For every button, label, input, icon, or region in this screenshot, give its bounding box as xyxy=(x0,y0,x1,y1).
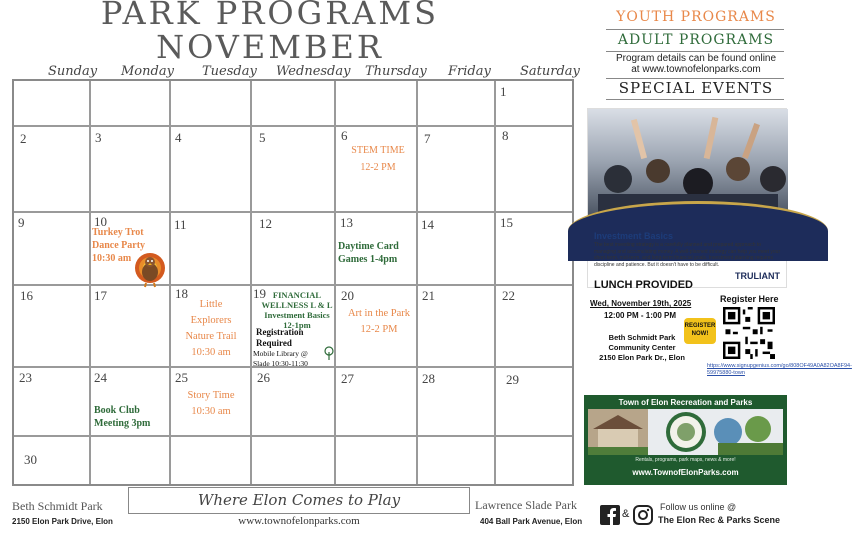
day-number: 29 xyxy=(506,372,519,387)
day-number: 2 xyxy=(20,131,27,146)
rec-banner-subtitle: Rentals, programs, park maps, news & more! xyxy=(635,457,736,463)
event-turkey-trot: Turkey Trot Dance Party 10:30 am xyxy=(92,227,146,264)
divider xyxy=(606,51,784,52)
weekday-sunday: Sunday xyxy=(48,64,98,79)
truliant-logo: TRULIANT xyxy=(735,271,780,281)
facebook-icon[interactable] xyxy=(600,505,620,525)
event-little-explorers: Little Explorers Nature Trail 10:30 am xyxy=(185,299,237,358)
day-number: 7 xyxy=(424,131,431,146)
register-now-button[interactable]: REGISTER NOW! xyxy=(684,318,716,344)
day-number: 19 xyxy=(253,286,266,301)
event-financial-wellness: FINANCIAL WELLNESS L & L Investment Basics 12-1pm xyxy=(261,290,333,330)
weekday-friday: Friday xyxy=(448,64,491,79)
park-address-lawrence-slade: 404 Ball Park Avenue, Elon xyxy=(480,517,583,526)
special-events-heading: SPECIAL EVENTS xyxy=(618,79,774,97)
event-mobile-library: Mobile Library @ Slade 10:30-11:30 xyxy=(253,349,308,368)
day-number: 23 xyxy=(19,370,32,385)
day-number: 3 xyxy=(95,130,102,145)
investment-basics-flyer xyxy=(587,108,787,288)
event-daytime-card-games: Daytime Card Games 1-4pm xyxy=(338,241,399,265)
flyer-description: The best investing strategy is a carefully planned and prepared approach to managing and accumulating money. A well-planned strategy can help you meet your short-term, mid-term, and long-term financial goals. Investment planning requires discipline and patience. But it doesn't have to be difficult. xyxy=(594,242,781,268)
adult-programs-heading: ADULT PROGRAMS xyxy=(617,32,775,48)
event-art-in-the-park: Art in the Park 12-2 PM xyxy=(347,308,411,335)
event-stem-time: STEM TIME 12-2 PM xyxy=(351,145,405,173)
divider xyxy=(606,99,784,100)
divider xyxy=(606,29,784,30)
recreation-parks-banner xyxy=(584,395,787,485)
registration-required: Registration Required xyxy=(256,327,304,348)
register-here-label: Register Here xyxy=(720,294,779,304)
day-number: 4 xyxy=(175,130,182,145)
event-date: Wed, November 19th, 2025 xyxy=(590,299,692,308)
day-number: 27 xyxy=(341,371,354,386)
day-number: 24 xyxy=(94,370,107,385)
weekday-wednesday: Wednesday xyxy=(276,64,351,79)
website-link[interactable]: www.townofelonparks.com xyxy=(238,515,360,527)
day-number: 5 xyxy=(259,130,266,145)
day-number: 11 xyxy=(174,217,187,232)
qr-code-icon[interactable] xyxy=(722,306,776,360)
event-book-club: Book Club Meeting 3pm xyxy=(94,405,151,429)
day-number: 26 xyxy=(257,370,270,385)
day-number: 21 xyxy=(422,288,435,303)
weekday-tuesday: Tuesday xyxy=(202,64,257,79)
youth-programs-heading: YOUTH PROGRAMS xyxy=(616,9,776,25)
page-title: PARK PROGRAMS xyxy=(100,0,440,32)
month-title: NOVEMBER xyxy=(156,28,384,66)
day-number: 8 xyxy=(502,128,509,143)
day-number: 18 xyxy=(175,286,188,301)
lunch-provided: LUNCH PROVIDED xyxy=(594,279,694,291)
park-name-beth-schmidt: Beth Schmidt Park xyxy=(12,499,103,513)
follow-us-label: Follow us online @ xyxy=(660,502,737,512)
rec-banner-url[interactable]: www.TownofElonParks.com xyxy=(632,468,739,477)
rec-banner-title: Town of Elon Recreation and Parks xyxy=(618,398,753,407)
day-number: 14 xyxy=(421,217,434,232)
day-number: 16 xyxy=(20,288,33,303)
day-number: 30 xyxy=(24,452,37,467)
signup-link[interactable]: https://www.signupgenius.com/go/808OF49A0A82OA8F94-59975880-town xyxy=(707,363,852,376)
day-number: 6 xyxy=(341,128,348,143)
park-address-beth-schmidt: 2150 Elon Park Drive, Elon xyxy=(12,517,113,526)
day-number: 25 xyxy=(175,370,188,385)
event-time: 12:00 PM - 1:00 PM xyxy=(604,311,677,320)
day-number: 12 xyxy=(259,216,272,231)
day-number: 15 xyxy=(500,215,513,230)
event-story-time: Story Time 10:30 am xyxy=(187,390,235,417)
flyer-title: Investment Basics xyxy=(594,231,674,241)
parks-photo-collage xyxy=(588,409,783,455)
tree-icon xyxy=(323,346,335,360)
weekday-thursday: Thursday xyxy=(365,64,427,79)
weekday-saturday: Saturday xyxy=(520,64,580,79)
day-number: 28 xyxy=(422,371,435,386)
weekday-monday: Monday xyxy=(121,64,174,79)
day-number: 1 xyxy=(500,84,507,99)
program-details-note: Program details can be found online at www.townofelonparks.com xyxy=(615,53,777,75)
event-location: Beth Schmidt Park Community Center 2150 Elon Park Dr., Elon xyxy=(599,333,685,362)
day-number: 13 xyxy=(340,215,353,230)
turkey-icon xyxy=(130,250,170,288)
day-number: 10 xyxy=(94,214,107,229)
day-number: 9 xyxy=(18,215,25,230)
tagline: Where Elon Comes to Play xyxy=(128,487,470,514)
instagram-icon[interactable] xyxy=(633,505,653,525)
park-name-lawrence-slade: Lawrence Slade Park xyxy=(475,498,577,512)
social-handle: The Elon Rec & Parks Scene xyxy=(658,515,781,525)
day-number: 17 xyxy=(94,288,107,303)
day-number: 22 xyxy=(502,288,515,303)
ampersand: & xyxy=(622,508,630,520)
day-number: 20 xyxy=(341,288,354,303)
